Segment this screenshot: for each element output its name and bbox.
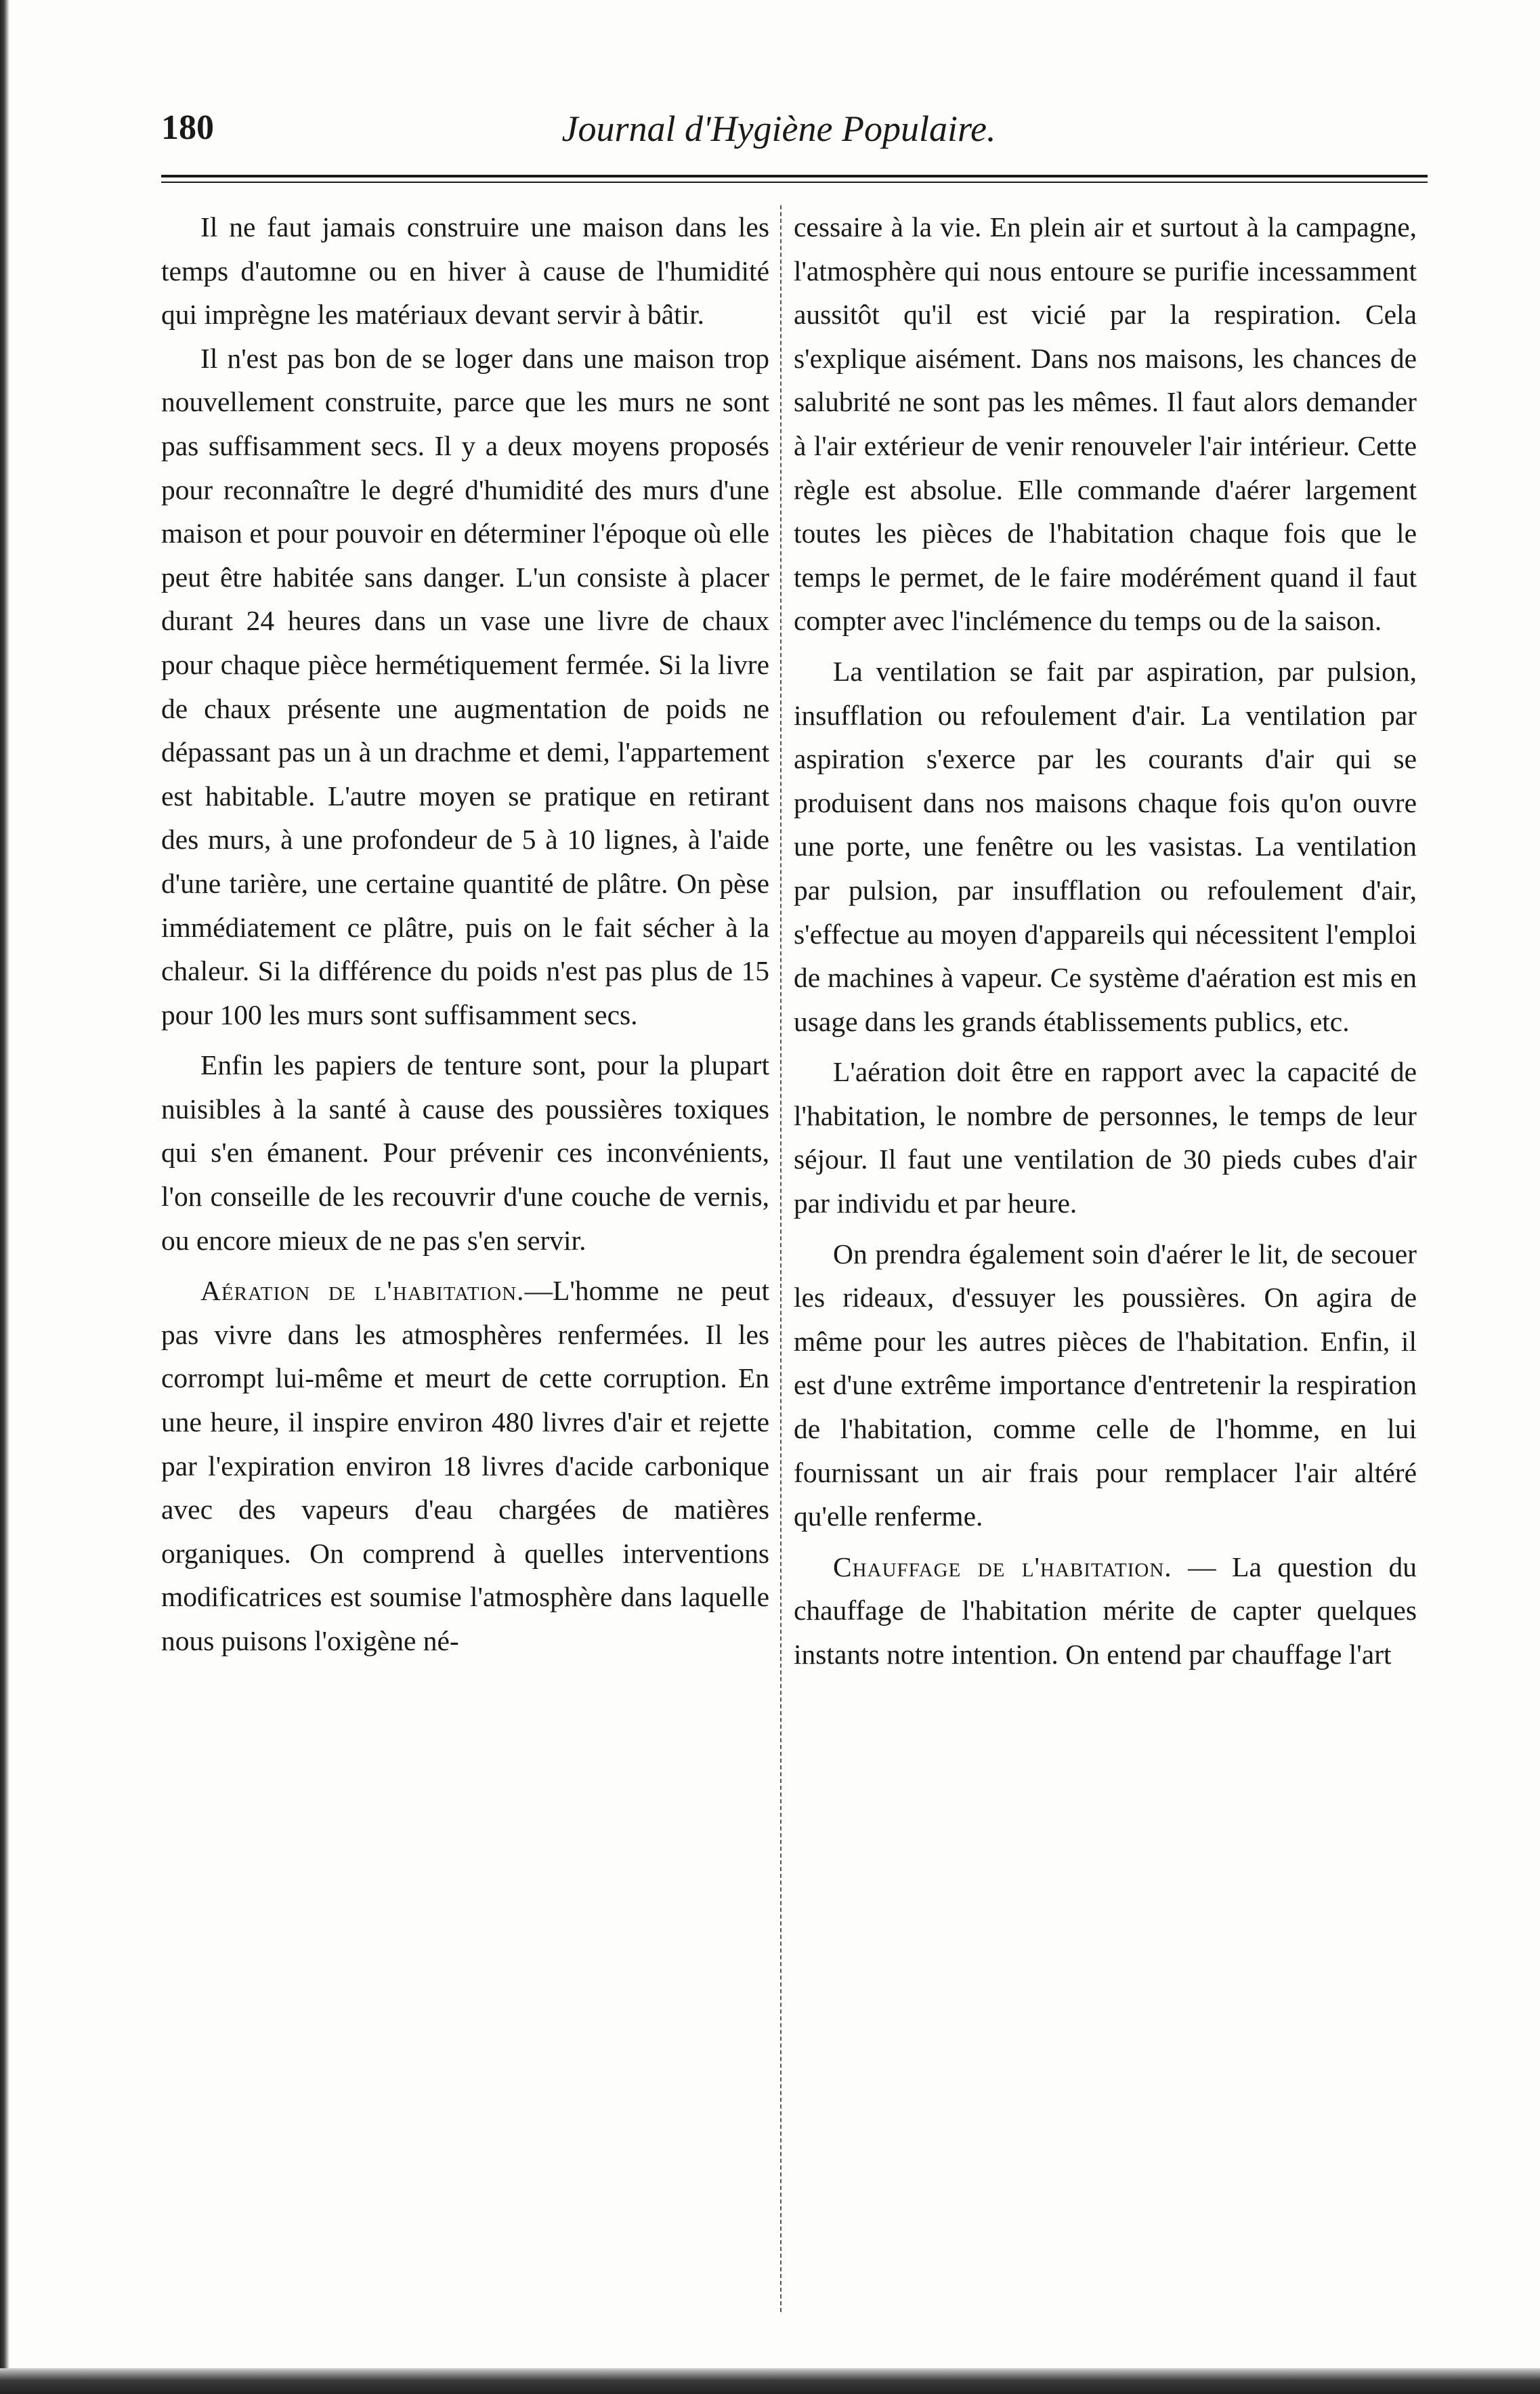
paragraph-ventilation: La ventilation se fait par aspiration, par pulsion, insufflation ou refoulement d'air. La ventilation par aspiration s'exerce par les courants d'air qui se produisent dans nos maisons chaque fois qu'on ouvre une porte, une fenêtre ou les vasistas. La ventilation par pulsion, par insufflation ou refoulement d'air, s'effectue au moyen d'appareils qui nécessitent l'emploi de machines à vapeur. Ce système d'aération est mis en usage dans les grands établissements publics, etc.	[794, 655, 1417, 1037]
page-edge-left	[0, 0, 9, 2394]
section-heading-aeration: Aération de l'habitation.	[200, 1275, 525, 1307]
page-number: 180	[161, 108, 214, 147]
aeration-text: —L'homme ne peut pas vivre dans les atmosphères renfermées. Il les corrompt lui-même et meurt de cette corruption. En une heure, il inspire environ 480 livres d'air et rejette par l'expiration environ 18 livres d'acide carbonique avec des vapeurs d'eau chargées de matières organiques. On comprend à quelles interventions modificatrices est soumise l'atmosphère dans laquelle nous puisons l'oxigène né-	[161, 1275, 769, 1656]
left-column	[161, 205, 769, 1663]
paragraph-aeration-continued: cessaire à la vie. En plein air et surtout à la campagne, l'atmosphère qui nous entoure se purifie incessamment aussitôt qu'il est vicié par la respiration. Cela s'explique aisément. Dans nos maisons, les chances de salubrité ne sont pas les mêmes. Il faut alors demander à l'air extérieur de venir renouveler l'air intérieur. Cette règle est absolue. Elle commande d'aérer largement toutes les pièces de l'habitation chaque fois que le temps le permet, de le faire modérément quand il faut compter avec l'inclémence du temps ou de la saison.	[794, 211, 1417, 637]
heating-text: — La question du chauffage de l'habitation mérite de capter quelques instants notre intention. On entend par chauffage l'art	[794, 1551, 1417, 1670]
paragraph-construction-season: Il ne faut jamais construire une maison dans les temps d'automne ou en hiver à cause de l'humidité qui imprègne les matériaux devant servir à bâtir.	[161, 211, 769, 331]
section-heading-heating: Chauffage de l'habitation.	[833, 1551, 1172, 1582]
header-rule	[161, 175, 1428, 183]
running-title: Journal d'Hygiène Populaire.	[561, 108, 996, 149]
paragraph-wall-humidity: Il n'est pas bon de se loger dans une maison trop nouvellement construite, parce que les murs ne sont pas suffisamment secs. Il y a deux moyens proposés pour reconnaître le degré d'humidité des murs d'une maison et pour pouvoir en déterminer l'époque où elle peut être habitée sans danger. L'un consiste à placer durant 24 heures dans un vase une livre de chaux pour chaque pièce hermétiquement fermée. Si la livre de chaux présente une augmentation de poids ne dépassant pas un à un drachme et demi, l'appartement est habitable. L'autre moyen se pratique en retirant des murs, à une profondeur de 5 à 10 lignes, à l'aide d'une tarière, une certaine quantité de plâtre. On pèse immédiatement ce plâtre, puis on le fait sécher à la chaleur. Si la différence du poids n'est pas plus de 15 pour 100 les murs sont suffisamment secs.	[161, 342, 769, 1030]
paragraph-aeration-capacity: L'aération doit être en rapport avec la capacité de l'habitation, le nombre de personnes, le temps de leur séjour. Il faut une ventilation de 30 pieds cubes d'air par individu et par heure.	[794, 1056, 1417, 1219]
paragraph-aeration	[161, 1269, 769, 1662]
paragraph-bed-aeration: On prendra également soin d'aérer le lit, de secouer les rideaux, d'essuyer les poussières. On agira de même pour les autres pièces de l'habitation. Enfin, il est d'une extrême importance d'entretenir la respiration de l'habitation, comme celle de l'homme, en lui fournissant un air frais pour remplacer l'air altéré qu'elle renferme.	[794, 1238, 1417, 1532]
right-column	[794, 205, 1417, 1677]
paragraph-heating	[794, 1545, 1417, 1677]
paragraph-wallpaper: Enfin les papiers de tenture sont, pour la plupart nuisibles à la santé à cause des poussières toxiques qui s'en émanent. Pour prévenir ces inconvénients, l'on conseille de les recouvrir d'une couche de vernis, ou encore mieux de ne pas s'en servir.	[161, 1049, 769, 1256]
column-divider	[780, 205, 782, 2312]
page-edge-bottom	[0, 2368, 1540, 2394]
